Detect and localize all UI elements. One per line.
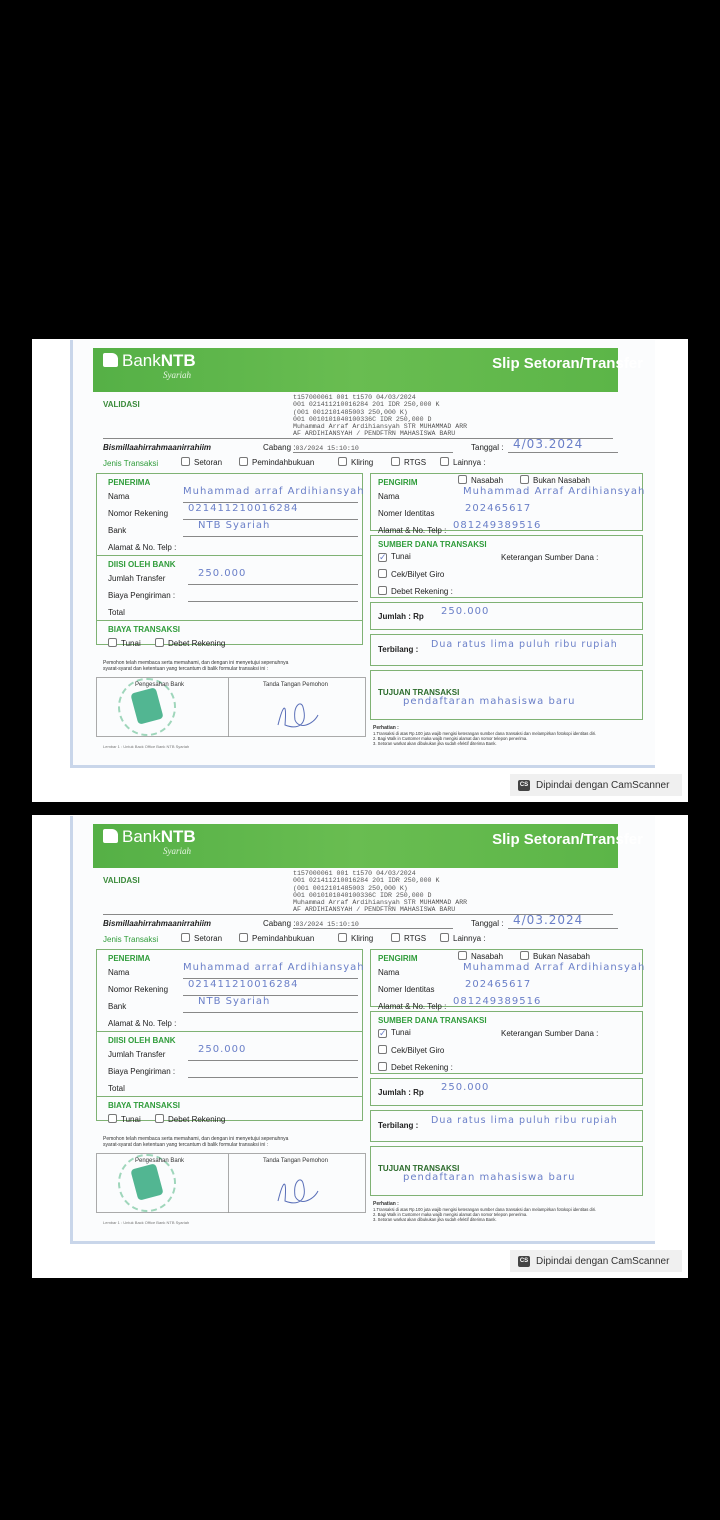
cabang-label: Cabang : — [263, 919, 296, 928]
checkbox-label: Cek/Bilyet Giro — [391, 570, 445, 579]
tujuan-value: pendaftaran mahasiswa baru — [403, 1172, 576, 1183]
penerima-bank-value: NTB Syariah — [198, 520, 271, 531]
checkbox-label: Tunai — [121, 639, 141, 648]
checkbox-icon — [338, 457, 347, 466]
label: Nomor Rekening — [108, 985, 169, 994]
note-line: 3. Setoran warkat akan dibukukan jika sudah efektif diterima Bank. — [373, 1217, 497, 1222]
penerima-rek-value: 021411210016284 — [188, 503, 299, 514]
label: Nomor Rekening — [108, 509, 169, 518]
note-line: 3. Setoran warkat akan dibukukan jika sudah efektif diterima Bank. — [373, 741, 497, 746]
checkbox-debet[interactable] — [378, 586, 453, 596]
slip-title: Slip Setoran/Transfer — [492, 355, 643, 372]
diisi-heading: DIISI OLEH BANK — [108, 1036, 176, 1045]
checkbox-label: Cek/Bilyet Giro — [391, 1046, 445, 1055]
checkbox-label: Setoran — [194, 458, 223, 467]
slip-footer: Lembar 1 : Untuk Back Office Bank NTB Syariah — [103, 1220, 190, 1225]
label: Nama — [378, 968, 400, 977]
terbilang-value: Dua ratus lima puluh ribu rupiah — [431, 1115, 618, 1126]
camscanner-logo-icon: CS — [518, 780, 530, 791]
label: Alamat & No. Telp : — [108, 543, 177, 552]
checkbox-nasabah[interactable] — [458, 475, 503, 485]
signature — [273, 1171, 323, 1209]
cabang-field — [263, 919, 359, 928]
watermark-text: Dipindai dengan CamScanner — [536, 1255, 670, 1267]
terbilang-label: Terbilang : — [378, 645, 419, 654]
signature — [273, 695, 323, 733]
tanggal-label: Tanggal : — [471, 919, 504, 928]
label: Alamat & No. Telp : — [378, 526, 447, 535]
validation-line: (001 0012101485003 250,000 K) — [293, 884, 408, 892]
logo-subtitle: Syariah — [163, 370, 191, 380]
scanned-slip — [70, 340, 655, 768]
notes — [373, 1207, 596, 1222]
bank-logo — [103, 351, 196, 371]
validation-print — [293, 394, 467, 438]
checkbox-icon — [391, 933, 400, 942]
validation-line: 001 0010101040100336C IDR 250,000 D — [293, 891, 432, 899]
logo-subtitle: Syariah — [163, 846, 191, 856]
cabang-value: 03/2024 15:10:10 — [295, 921, 359, 928]
camscanner-logo-icon: CS — [518, 1256, 530, 1267]
pengirim-nama-value: Muhammad Arraf Ardihiansyah — [463, 486, 646, 497]
checkbox-label: Bukan Nasabah — [533, 952, 590, 961]
checkbox-jenis-3[interactable] — [391, 457, 426, 467]
tanggal-label: Tanggal : — [471, 443, 504, 452]
note-line: 1.Transaksi di atas Rp.100 juta wajib mengisi keterangan sumber dana transaksi dan melampirkan fotokopi identitas diri. — [373, 731, 597, 736]
checkbox-jenis-4[interactable] — [440, 457, 485, 467]
penerima-heading: PENERIMA — [108, 954, 151, 963]
tujuan-value: pendaftaran mahasiswa baru — [403, 696, 576, 707]
cabang-field — [263, 443, 359, 452]
checkbox-biaya-debet[interactable] — [155, 638, 225, 648]
checkbox-cek[interactable] — [378, 1045, 444, 1055]
cabang-value: 03/2024 15:10:10 — [295, 445, 359, 452]
tanggal-value: 4/03.2024 — [513, 437, 584, 451]
pengirim-heading: PENGIRIM — [378, 478, 418, 487]
camscanner-watermark — [510, 774, 682, 796]
checkbox-label: Lainnya : — [453, 934, 486, 943]
biaya-heading: BIAYA TRANSAKSI — [108, 1101, 181, 1110]
jumlah-transfer-value: 250.000 — [198, 1044, 247, 1055]
validation-line: 001 0010101040100336C IDR 250,000 D — [293, 415, 432, 423]
label: Nomer Identitas — [378, 985, 435, 994]
label: Biaya Pengiriman : — [108, 591, 176, 600]
pengirim-alamat-value: 081249389516 — [453, 996, 542, 1007]
checkbox-bukan-nasabah[interactable] — [520, 475, 590, 485]
terbilang-value: Dua ratus lima puluh ribu rupiah — [431, 639, 618, 650]
label: Jumlah Transfer — [108, 1050, 166, 1059]
validation-line: (001 0012101485003 250,000 K) — [293, 408, 408, 416]
checkbox-label: RTGS — [404, 458, 427, 467]
document-page-2 — [32, 815, 688, 1278]
checkbox-label: Kliring — [351, 934, 374, 943]
checkbox-label: Lainnya : — [453, 458, 486, 467]
checkbox-debet[interactable] — [378, 1062, 453, 1072]
note-line: 1.Transaksi di atas Rp.100 juta wajib mengisi keterangan sumber dana transaksi dan melampirkan fotokopi identitas diri. — [373, 1207, 597, 1212]
pengesahan-label: Pengesahan Bank — [135, 1158, 185, 1164]
checkbox-label: Pemindahbukuan — [252, 458, 315, 467]
checkbox-jenis-4[interactable] — [440, 933, 485, 943]
tujuan-heading: TUJUAN TRANSAKSI — [378, 688, 460, 697]
validation-line: t157000061 001 t1570 04/03/2024 — [293, 870, 416, 877]
logo-text: Bank — [122, 827, 161, 846]
checkbox-label: Nasabah — [471, 952, 504, 961]
sumber-heading: SUMBER DANA TRANSAKSI — [378, 540, 487, 549]
checkbox-biaya-tunai[interactable] — [108, 638, 141, 648]
tanda-tangan-label: Tanda Tangan Pemohon — [263, 1158, 328, 1164]
jumlah-value: 250.000 — [441, 606, 490, 617]
penerima-rek-value: 021411210016284 — [188, 979, 299, 990]
sumber-heading: SUMBER DANA TRANSAKSI — [378, 1016, 487, 1025]
validation-line: 001 021411210016284 201 IDR 250,000 K — [293, 401, 440, 409]
label: Biaya Pengiriman : — [108, 1067, 176, 1076]
checkbox-icon — [239, 933, 248, 942]
keterangan-label: Keterangan Sumber Dana : — [501, 1029, 599, 1038]
checkbox-label: Nasabah — [471, 476, 504, 485]
bank-logo-icon — [103, 829, 118, 843]
checkbox-icon — [338, 933, 347, 942]
jumlah-label: Jumlah : Rp — [378, 1088, 424, 1097]
checkbox-jenis-1[interactable] — [239, 933, 314, 943]
penerima-nama-value: Muhammad arraf Ardihiansyah — [183, 962, 365, 973]
checkbox-label: Debet Rekening : — [391, 1063, 453, 1072]
tujuan-heading: TUJUAN TRANSAKSI — [378, 1164, 460, 1173]
label: Alamat & No. Telp : — [108, 1019, 177, 1028]
penerima-bank-value: NTB Syariah — [198, 996, 271, 1007]
logo-text-bold: NTB — [160, 827, 196, 846]
checkbox-label: Bukan Nasabah — [533, 476, 590, 485]
slip-title: Slip Setoran/Transfer — [492, 831, 643, 848]
logo-text: Bank — [122, 351, 161, 370]
logo-text-bold: NTB — [160, 351, 196, 370]
scanned-slip — [70, 816, 655, 1244]
checkbox-biaya-tunai[interactable] — [108, 1114, 141, 1124]
pemohon-text: Pemohon telah membaca serta memahami, dan dengan ini menyetujui sepenuhnya syarat-syarat dan ketentuan yang tercantum di balik formular transaksi ini : — [103, 660, 289, 672]
jenis-label: Jenis Transaksi — [103, 459, 159, 468]
pengirim-nama-value: Muhammad Arraf Ardihiansyah — [463, 962, 646, 973]
label: Nama — [378, 492, 400, 501]
pengirim-alamat-value: 081249389516 — [453, 520, 542, 531]
document-page-1 — [32, 339, 688, 802]
terbilang-label: Terbilang : — [378, 1121, 419, 1130]
notes — [373, 731, 596, 746]
checkbox-jenis-1[interactable] — [239, 457, 314, 467]
pemohon-text: Pemohon telah membaca serta memahami, dan dengan ini menyetujui sepenuhnya syarat-syarat dan ketentuan yang tercantum di balik formular transaksi ini : — [103, 1136, 289, 1148]
tanda-tangan-label: Tanda Tangan Pemohon — [263, 682, 328, 688]
jumlah-transfer-value: 250.000 — [198, 568, 247, 579]
validation-line: Muhammad Arraf Ardihiansyah STR MUHAMMAD ARR — [293, 899, 468, 907]
checkbox-icon — [181, 933, 190, 942]
checkbox-label: Debet Rekening : — [391, 587, 453, 596]
checkbox-bukan-nasabah[interactable] — [520, 951, 590, 961]
perhatian-label: Perhatian : — [373, 1201, 399, 1207]
checkbox-jenis-0[interactable] — [181, 457, 222, 467]
validation-line: t157000061 001 t1570 04/03/2024 — [293, 394, 416, 401]
perhatian-label: Perhatian : — [373, 725, 399, 731]
validation-line: AF ARDIHIANSYAH / PENDFTRN MAHASISWA BARU — [293, 430, 456, 438]
checkbox-label: Pemindahbukuan — [252, 934, 315, 943]
keterangan-label: Keterangan Sumber Dana : — [501, 553, 599, 562]
label: Nomer Identitas — [378, 509, 435, 518]
label: Nama — [108, 968, 130, 977]
label: Jumlah Transfer — [108, 574, 166, 583]
validasi-label: VALIDASI — [103, 876, 140, 885]
checkbox-label: Tunai — [391, 1028, 411, 1037]
validasi-label: VALIDASI — [103, 400, 140, 409]
label: Total — [108, 608, 125, 617]
checkbox-icon — [239, 457, 248, 466]
label: Total — [108, 1084, 125, 1093]
checkbox-label: Tunai — [391, 552, 411, 561]
tanggal-value: 4/03.2024 — [513, 913, 584, 927]
checkbox-cek[interactable] — [378, 569, 444, 579]
checkbox-biaya-debet[interactable] — [155, 1114, 225, 1124]
penerima-heading: PENERIMA — [108, 478, 151, 487]
validation-print — [293, 870, 467, 914]
checkbox-label: Tunai — [121, 1115, 141, 1124]
checkbox-nasabah[interactable] — [458, 951, 503, 961]
bismillah: Bismillaahirrahmaanirrahiim — [103, 443, 212, 452]
checkbox-icon — [440, 457, 449, 466]
camscanner-watermark — [510, 1250, 682, 1272]
validation-line: 001 021411210016284 201 IDR 250,000 K — [293, 877, 440, 885]
checkbox-tunai[interactable]: ✓ Tunai — [379, 1028, 411, 1038]
checkbox-jenis-3[interactable] — [391, 933, 426, 943]
pengesahan-label: Pengesahan Bank — [135, 682, 185, 688]
label: Alamat & No. Telp : — [378, 1002, 447, 1011]
validation-line: AF ARDIHIANSYAH / PENDFTRN MAHASISWA BARU — [293, 906, 456, 914]
slip-footer: Lembar 1 : Untuk Back Office Bank NTB Syariah — [103, 744, 190, 749]
biaya-heading: BIAYA TRANSAKSI — [108, 625, 181, 634]
checkbox-tunai[interactable]: ✓ Tunai — [379, 552, 411, 562]
pengirim-id-value: 202465617 — [465, 503, 532, 514]
label: Bank — [108, 1002, 127, 1011]
label: Bank — [108, 526, 127, 535]
checkbox-icon — [181, 457, 190, 466]
note-line: 2. Bagi Walk in Customer maka wajib mengisi alamat dan nomor telepon penerima. — [373, 1212, 528, 1217]
checkbox-jenis-2[interactable] — [338, 933, 373, 943]
penerima-nama-value: Muhammad arraf Ardihiansyah — [183, 486, 365, 497]
checkbox-icon — [440, 933, 449, 942]
checkbox-label: RTGS — [404, 934, 427, 943]
bank-logo — [103, 827, 196, 847]
checkbox-jenis-2[interactable] — [338, 457, 373, 467]
note-line: 2. Bagi Walk in Customer maka wajib mengisi alamat dan nomor telepon penerima. — [373, 736, 528, 741]
cabang-label: Cabang : — [263, 443, 296, 452]
checkbox-label: Debet Rekening — [168, 1115, 226, 1124]
checkbox-jenis-0[interactable] — [181, 933, 222, 943]
checkbox-label: Debet Rekening — [168, 639, 226, 648]
checkbox-label: Kliring — [351, 458, 374, 467]
label: Nama — [108, 492, 130, 501]
checkbox-icon — [391, 457, 400, 466]
bismillah: Bismillaahirrahmaanirrahiim — [103, 919, 212, 928]
jenis-label: Jenis Transaksi — [103, 935, 159, 944]
jumlah-value: 250.000 — [441, 1082, 490, 1093]
diisi-heading: DIISI OLEH BANK — [108, 560, 176, 569]
validation-line: Muhammad Arraf Ardihiansyah STR MUHAMMAD ARR — [293, 423, 468, 431]
bank-logo-icon — [103, 353, 118, 367]
watermark-text: Dipindai dengan CamScanner — [536, 779, 670, 791]
jumlah-label: Jumlah : Rp — [378, 612, 424, 621]
pengirim-heading: PENGIRIM — [378, 954, 418, 963]
pengirim-id-value: 202465617 — [465, 979, 532, 990]
checkbox-label: Setoran — [194, 934, 223, 943]
